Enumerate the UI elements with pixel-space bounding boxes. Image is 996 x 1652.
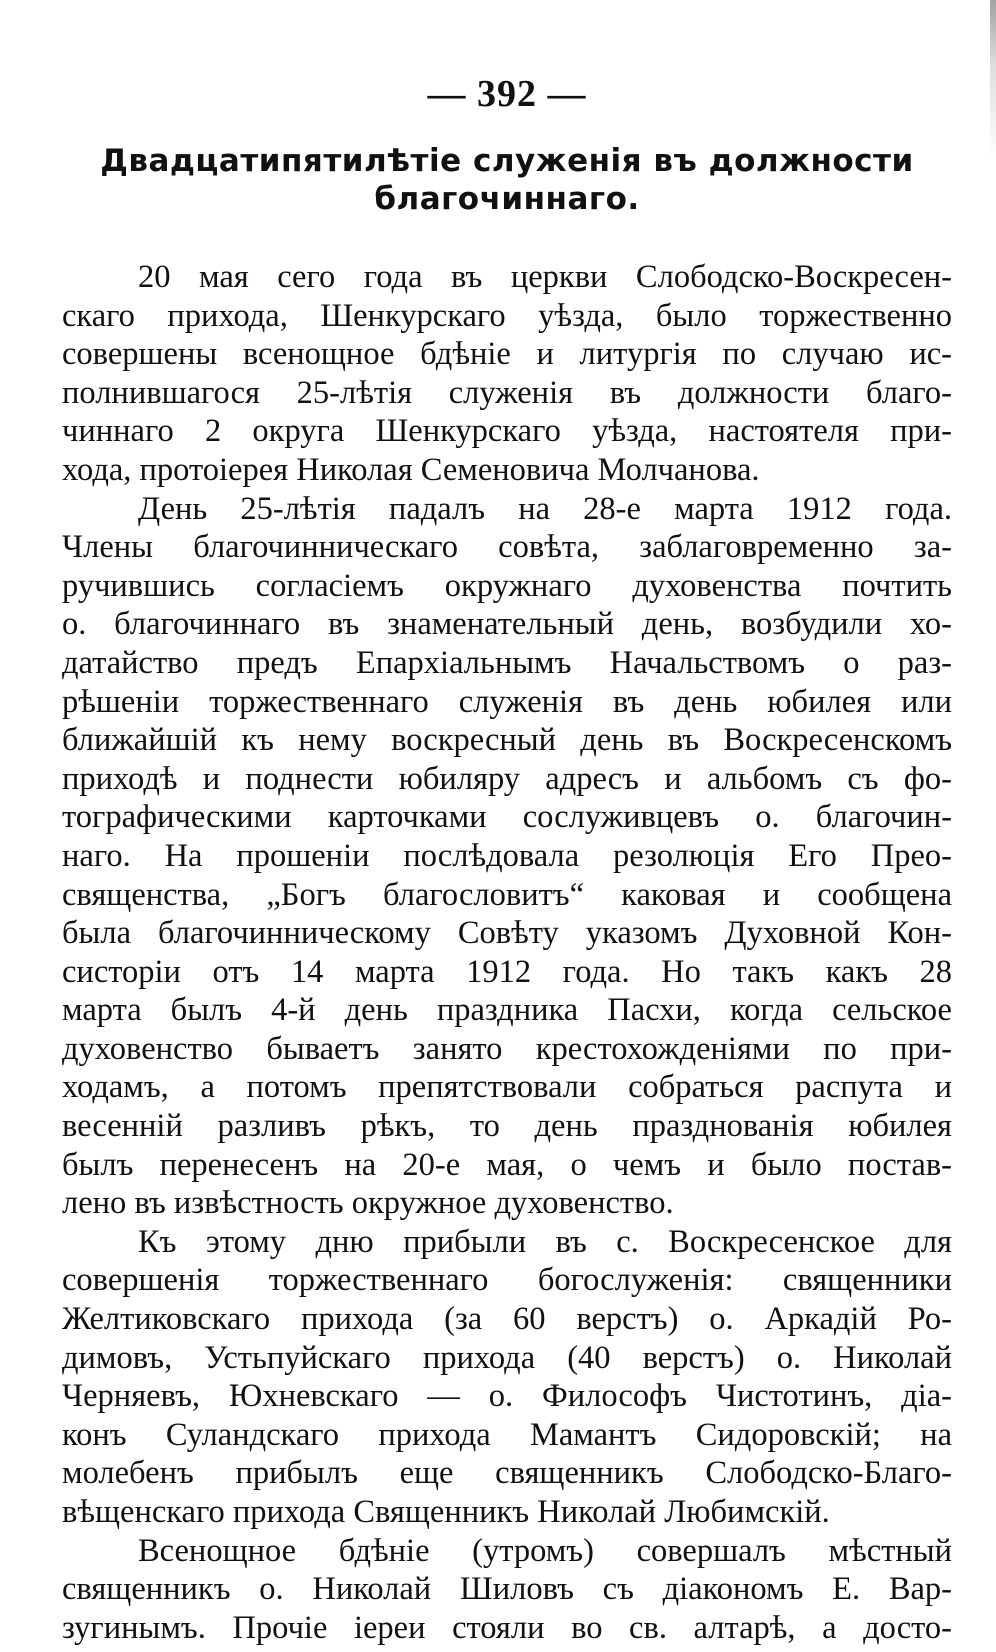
text-line: ручившись согласіемъ окружнаго духовенства почтить — [62, 567, 952, 604]
text-line: конъ Суландскаго прихода Мамантъ Сидоровскій; на — [62, 1416, 952, 1453]
text-line: димовъ, Устьпуйскаго прихода (40 верстъ) о. Николай — [62, 1339, 952, 1376]
text-line: Члены благочинническаго совѣта, заблаговременно за- — [62, 529, 952, 566]
article-title-line-1: Двадцатипятилѣтіе служенія въ должности — [100, 143, 914, 179]
text-line: тографическими карточками сослуживцевъ о. благочин- — [62, 799, 952, 836]
text-line: полнившагося 25-лѣтія служенія въ должности благо- — [62, 374, 952, 411]
text-line: датайство предъ Епархіальнымъ Начальствомъ о раз- — [62, 644, 952, 681]
text-line: рѣшеніи торжественнаго служенія въ день юбилея или — [62, 683, 952, 720]
text-line: совершены всенощное бдѣніе и литургія по случаю ис- — [62, 336, 952, 373]
text-line: ближайшій къ нему воскресный день въ Воскресенскомъ — [62, 722, 952, 759]
document-page — [62, 72, 952, 1647]
text-line: священства, „Богъ благословитъ“ каковая и сообщена — [62, 876, 952, 913]
text-line: марта былъ 4-й день праздника Пасхи, когда сельское — [62, 992, 952, 1029]
text-line: хода, протоіерея Николая Семеновича Молчанова. — [62, 451, 760, 488]
text-line: вѣщенскаго прихода Священникъ Николай Любимскій. — [62, 1494, 830, 1530]
paragraph — [62, 490, 952, 1223]
article-body — [62, 258, 952, 1647]
text-line: духовенство бываетъ занято крестохожденіями по при- — [62, 1030, 952, 1067]
text-line: былъ перенесенъ на 20-е мая, о чемъ и было постав- — [62, 1146, 952, 1183]
text-line: скаго прихода, Шенкурскаго уѣзда, было торжественно — [62, 297, 952, 334]
article-title-line-2: благочиннаго. — [374, 181, 640, 217]
text-line: о. благочиннаго въ знаменательный день, возбудили хо- — [62, 606, 952, 643]
text-line: чиннаго 2 округа Шенкурскаго уѣзда, настоятеля при- — [62, 413, 952, 450]
text-line: была благочинническому Совѣту указомъ Духовной Кон- — [62, 915, 952, 952]
paragraph — [62, 1532, 952, 1648]
text-line: весенній разливъ рѣкъ, то день празднованія юбилея — [62, 1108, 952, 1145]
text-line: наго. На прошеніи послѣдовала резолюція Его Прео- — [62, 837, 952, 874]
text-line: систоріи отъ 14 марта 1912 года. Но такъ какъ 28 — [62, 953, 952, 990]
text-line: 20 мая сего года въ церкви Слободско-Воскресен- — [138, 259, 952, 295]
text-line: Къ этому дню прибыли въ с. Воскресенское для — [138, 1223, 952, 1260]
page-edge-shadow — [990, 0, 996, 160]
article-title — [62, 142, 952, 218]
text-line: приходѣ и поднести юбиляру адресъ и альбомъ съ фо- — [62, 760, 952, 797]
paragraph — [62, 258, 952, 490]
paragraph — [62, 1223, 952, 1532]
page-number: — 392 — — [427, 73, 587, 115]
text-line: лено въ извѣстность окружное духовенство. — [62, 1185, 674, 1222]
text-line: совершенія торжественнаго богослуженія: священники — [62, 1262, 952, 1299]
text-line: ходамъ, а потомъ препятствовали собраться распута и — [62, 1069, 952, 1106]
text-line: Всенощное бдѣніе (утромъ) совершалъ мѣстный — [138, 1532, 952, 1569]
text-line: День 25-лѣтія падалъ на 28-е марта 1912 года. — [138, 490, 952, 527]
text-line: зугинымъ. Прочіе іереи стояли во св. алтарѣ, а досто- — [62, 1609, 952, 1646]
text-line: священникъ о. Николай Шиловъ съ діакономъ Е. Вар- — [62, 1571, 952, 1608]
text-line: молебенъ прибылъ еще священникъ Слободско-Благо- — [62, 1455, 952, 1492]
text-line: Черняевъ, Юхневскаго — о. Философъ Чистотинъ, діа- — [62, 1378, 952, 1415]
text-line: Желтиковскаго прихода (за 60 верстъ) о. Аркадій Ро- — [62, 1301, 952, 1338]
